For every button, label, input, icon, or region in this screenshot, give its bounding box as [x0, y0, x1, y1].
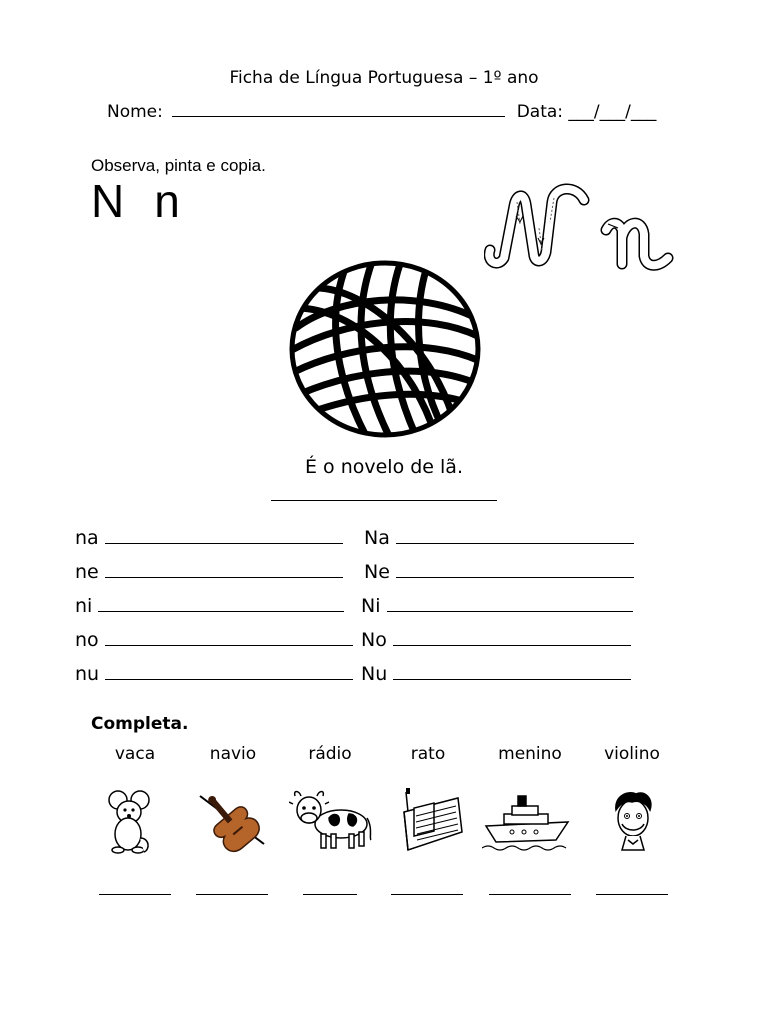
- syllable-lower: na: [75, 527, 99, 549]
- cursive-n-upper-icon: [484, 180, 590, 272]
- mouse-icon: [104, 788, 154, 856]
- answer-line-2[interactable]: [196, 894, 268, 895]
- syllable-row-Ni: [361, 595, 633, 617]
- syllable-row-Na: [364, 527, 634, 549]
- answer-line-3[interactable]: [303, 894, 357, 895]
- syllable-row-ni: [75, 595, 344, 617]
- syllable-copy-line[interactable]: [98, 595, 344, 612]
- syllable-copy-line[interactable]: [393, 663, 631, 680]
- sentence-copy-line[interactable]: [271, 500, 497, 501]
- syllable-row-na: [75, 527, 343, 549]
- answer-line-5[interactable]: [489, 894, 571, 895]
- name-date-line: [107, 101, 656, 122]
- date-label: Data:: [516, 102, 564, 122]
- violin-icon: [194, 788, 274, 856]
- word-vaca: vaca: [114, 744, 156, 764]
- syllable-row-Nu: [361, 663, 631, 685]
- syllable-lower: nu: [75, 663, 100, 685]
- instruction-text: Observa, pinta e copia.: [91, 156, 266, 175]
- yarn-ball-icon: [286, 258, 484, 440]
- letter-upper: N: [91, 175, 125, 227]
- cow-icon: [289, 788, 373, 852]
- word-violino: violino: [604, 744, 660, 764]
- syllable-row-No: [361, 629, 631, 651]
- syllable-upper: No: [361, 629, 387, 651]
- word-radio: rádio: [308, 744, 352, 764]
- syllable-upper: Nu: [361, 663, 388, 685]
- word-menino: menino: [498, 744, 562, 764]
- syllable-copy-line[interactable]: [396, 561, 634, 578]
- syllable-upper: Ne: [364, 561, 390, 583]
- syllable-upper: Na: [364, 527, 390, 549]
- syllable-row-nu: [75, 663, 353, 685]
- syllable-copy-line[interactable]: [396, 527, 634, 544]
- boy-icon: [608, 790, 658, 856]
- syllable-row-ne: [75, 561, 343, 583]
- worksheet-title: Ficha de Língua Portuguesa – 1º ano: [229, 68, 539, 88]
- syllable-copy-line[interactable]: [105, 527, 343, 544]
- sentence-text: É o novelo de lã.: [304, 456, 463, 478]
- ship-icon: [482, 792, 576, 852]
- date-field[interactable]: ___/___/___: [568, 102, 657, 122]
- letter-lower: n: [154, 175, 180, 227]
- syllable-copy-line[interactable]: [387, 595, 633, 612]
- syllable-lower: ne: [75, 561, 99, 583]
- syllable-copy-line[interactable]: [393, 629, 631, 646]
- syllable-row-Ne: [364, 561, 634, 583]
- syllable-lower: no: [75, 629, 99, 651]
- answer-line-6[interactable]: [596, 894, 668, 895]
- syllable-copy-line[interactable]: [105, 561, 343, 578]
- syllable-upper: Ni: [361, 595, 381, 617]
- syllable-row-no: [75, 629, 353, 651]
- word-navio: navio: [209, 744, 257, 764]
- answer-line-1[interactable]: [99, 894, 171, 895]
- cursive-n-lower-icon: [600, 208, 680, 274]
- letters-display: [91, 174, 180, 228]
- name-field[interactable]: [172, 101, 505, 117]
- complete-title: Completa.: [91, 714, 189, 734]
- syllable-copy-line[interactable]: [105, 629, 353, 646]
- word-rato: rato: [410, 744, 446, 764]
- syllable-copy-line[interactable]: [105, 663, 353, 680]
- radio-icon: [398, 788, 464, 856]
- name-label: Nome:: [107, 102, 163, 122]
- syllable-lower: ni: [75, 595, 93, 617]
- answer-line-4[interactable]: [391, 894, 463, 895]
